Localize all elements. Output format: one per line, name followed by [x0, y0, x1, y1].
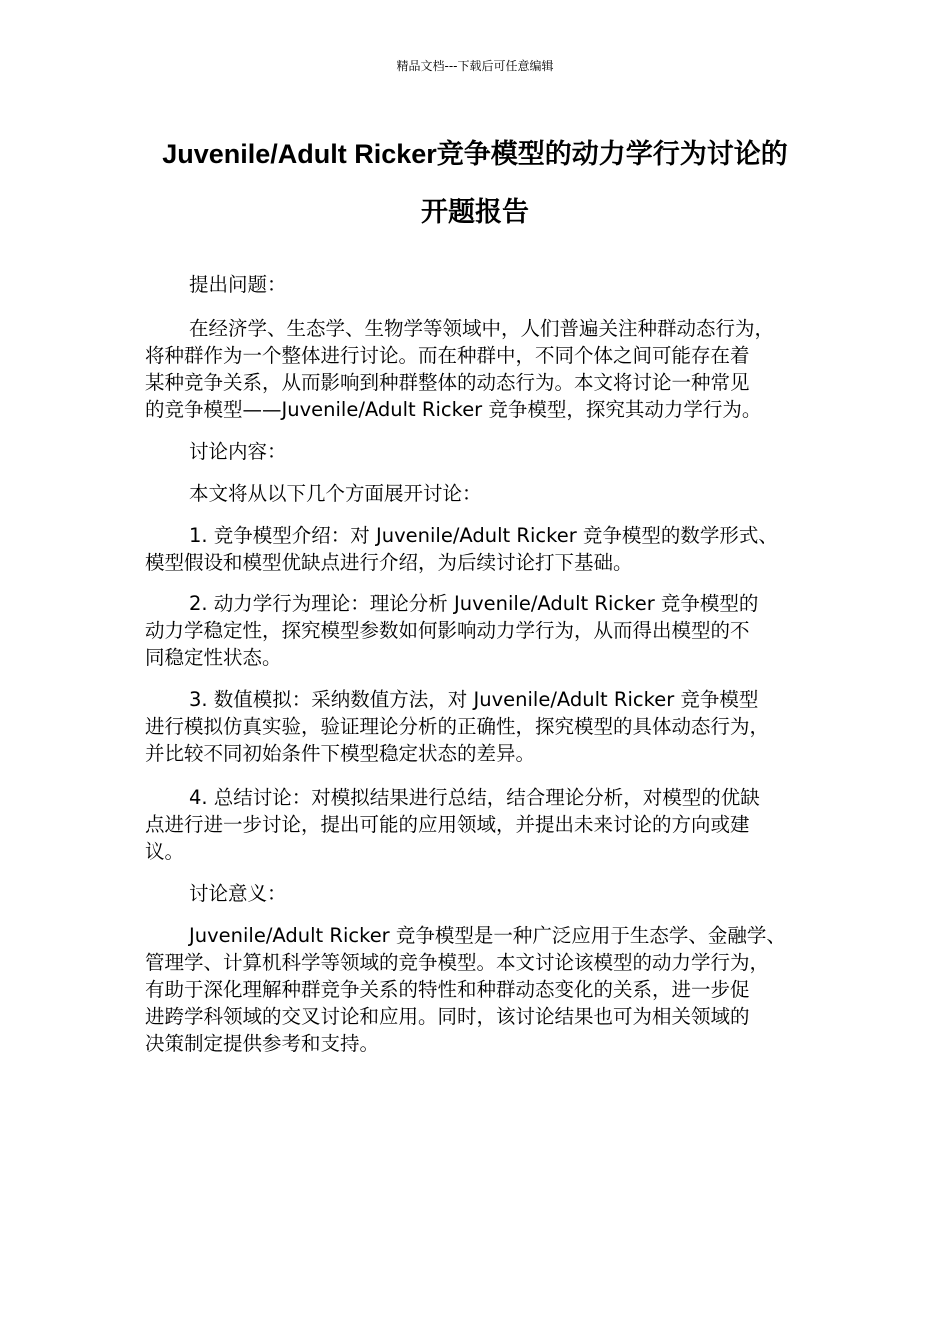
list-item-3	[145, 686, 825, 767]
text-line: 3. 数值模拟：采纳数值方法，对 Juvenile/Adult Ricker 竞争模型	[189, 688, 759, 711]
heading-problem	[145, 271, 825, 298]
list-item-2	[145, 590, 825, 671]
text-line: 4. 总结讨论：对模拟结果进行总结，结合理论分析，对模型的优缺	[189, 786, 760, 809]
text-line: 管理学、计算机科学等领域的竞争模型。本文讨论该模型的动力学行为，	[145, 951, 770, 974]
text-line: 模型假设和模型优缺点进行介绍，为后续讨论打下基础。	[145, 551, 633, 574]
text-line: 的竞争模型——Juvenile/Adult Ricker 竞争模型，探究其动力学行为。	[145, 398, 762, 421]
text-line: 动力学稳定性，探究模型参数如何影响动力学行为，从而得出模型的不	[145, 619, 750, 642]
text-line: Juvenile/Adult Ricker 竞争模型是一种广泛应用于生态学、金融学、	[189, 924, 786, 947]
document-title-line-1: Juvenile/Adult Ricker竞争模型的动力学行为讨论的	[162, 139, 788, 169]
heading-significance	[145, 880, 825, 907]
heading-content	[145, 438, 825, 465]
paragraph-problem	[145, 315, 825, 423]
text-line: 2. 动力学行为理论：理论分析 Juvenile/Adult Ricker 竞争模型的	[189, 592, 759, 615]
text-line: 有助于深化理解种群竞争关系的特性和种群动态变化的关系，进一步促	[145, 978, 750, 1001]
text-line: 议。	[145, 840, 185, 863]
text-line: 讨论意义：	[189, 882, 287, 905]
list-item-1	[145, 522, 825, 576]
text-line: 在经济学、生态学、生物学等领域中，人们普遍关注种群动态行为，	[189, 317, 775, 340]
text-line: 1. 竞争模型介绍：对 Juvenile/Adult Ricker 竞争模型的数学形式、	[189, 524, 778, 547]
text-line: 同稳定性状态。	[145, 646, 282, 669]
text-line: 点进行进一步讨论，提出可能的应用领域，并提出未来讨论的方向或建	[145, 813, 750, 836]
paragraph-intro	[145, 480, 825, 507]
text-line: 进行模拟仿真实验，验证理论分析的正确性，探究模型的具体动态行为，	[145, 715, 770, 738]
text-line: 讨论内容：	[189, 440, 287, 463]
text-line: 将种群作为一个整体进行讨论。而在种群中，不同个体之间可能存在着	[145, 344, 750, 367]
text-line: 决策制定提供参考和支持。	[145, 1032, 380, 1055]
text-line: 某种竞争关系，从而影响到种群整体的动态行为。本文将讨论一种常见	[145, 371, 750, 394]
list-item-4	[145, 784, 825, 865]
text-line: 并比较不同初始条件下模型稳定状态的差异。	[145, 742, 536, 765]
document-title-line-2: 开题报告	[421, 197, 529, 227]
header-note: 精品文档---下载后可任意编辑	[396, 59, 554, 73]
text-line: 提出问题：	[189, 273, 287, 296]
text-line: 进跨学科领域的交叉讨论和应用。同时，该讨论结果也可为相关领域的	[145, 1005, 750, 1028]
paragraph-significance	[145, 922, 825, 1057]
text-line: 本文将从以下几个方面展开讨论：	[189, 482, 482, 505]
